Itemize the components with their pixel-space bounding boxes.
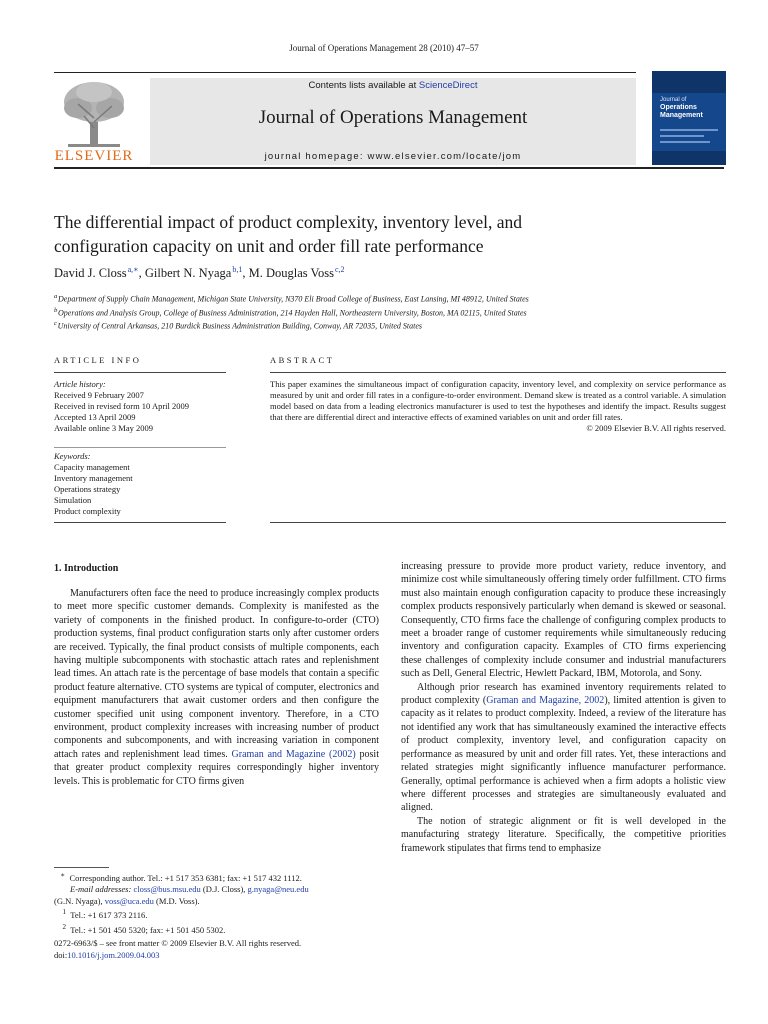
body-paragraph: [54, 587, 379, 788]
paragraph-text: posit that greater product complexity requires correspondingly higher inventory levels. This is problematic for CTO firms given: [54, 748, 379, 787]
article-title-line-2: configuration capacity on unit and order fill rate performance: [54, 236, 484, 256]
affiliation-text: University of Central Arkansas, 210 Burdick Business Administration Building, Conway, AR 72035, United States: [57, 321, 422, 331]
author-name: David J. Closs: [54, 266, 127, 281]
keyword-item: Capacity management: [54, 462, 130, 472]
keyword-item: Simulation: [54, 495, 92, 505]
citation-link[interactable]: Graman and Magazine, 2002: [486, 695, 605, 707]
author-affiliation-marker[interactable]: a,∗: [127, 265, 139, 274]
doi-link[interactable]: 10.1016/j.jom.2009.04.003: [67, 949, 160, 960]
abstract-rule: [270, 372, 726, 373]
footnote-1: $^1$ Tel.: +1 617 373 2116.: [62, 908, 148, 921]
footnote-text: Tel.: +1 501 450 5320; fax: +1 501 450 5302.: [70, 924, 226, 935]
author-affiliation-marker[interactable]: c,2: [334, 265, 345, 274]
elsevier-logo-text: ELSEVIER: [54, 148, 134, 164]
abstract-label: ABSTRACT: [270, 355, 335, 365]
keyword-item: Operations strategy: [54, 484, 121, 494]
article-title-line-1: The differential impact of product complexity, inventory level, and: [54, 212, 522, 232]
footnote-text: Tel.: +1 617 373 2116.: [70, 910, 148, 921]
affiliations: [54, 291, 529, 332]
front-matter: [54, 938, 379, 961]
affiliation-item: [54, 305, 529, 319]
article-history-heading: Article history:: [54, 379, 106, 389]
footnote-corresponding: ∗ Corresponding author. Tel.: +1 517 353 6381; fax: +1 517 432 1112.: [60, 871, 302, 883]
footnotes: [54, 870, 379, 936]
affiliation-text: Operations and Analysis Group, College of Business Administration, 214 Hayden Hall, Northeastern University, Boston, MA 02115, United States: [58, 308, 527, 318]
email-owner: (D.J. Closs),: [200, 884, 248, 895]
front-matter-line: 0272-6963/$ – see front matter © 2009 Elsevier B.V. All rights reserved.: [54, 938, 302, 948]
email-link[interactable]: voss@uca.edu: [104, 895, 154, 906]
affiliation-mark: a: [54, 293, 58, 300]
keywords: [54, 451, 226, 517]
cover-text-operations: Operations: [660, 104, 697, 111]
email-link[interactable]: g.nyaga@neu.edu: [247, 884, 309, 895]
affiliation-item: [54, 318, 529, 332]
author-name: Gilbert N. Nyaga: [144, 266, 232, 281]
masthead-bottom-rule: [54, 167, 724, 169]
affiliation-mark: c: [54, 320, 57, 328]
paragraph-text: Although prior research has examined inventory requirements related to product complexity (: [401, 681, 726, 707]
sciencedirect-link[interactable]: ScienceDirect: [418, 80, 478, 91]
body-paragraph: [401, 681, 726, 815]
cover-text-journal-of: Journal of: [660, 97, 687, 103]
keywords-heading: Keywords:: [54, 451, 91, 461]
article-info-bottom-rule: [54, 522, 226, 523]
abstract-copyright: © 2009 Elsevier B.V. All rights reserved.: [586, 423, 726, 433]
email-link[interactable]: closs@bus.msu.edu: [133, 884, 201, 895]
footnote-emails: [54, 884, 379, 896]
cover-text-management: Management: [660, 112, 703, 119]
contents-prefix: Contents lists available at: [308, 80, 419, 91]
article-history: [54, 379, 226, 434]
history-item: Received in revised form 10 April 2009: [54, 401, 190, 411]
history-item: Received 9 February 2007: [54, 390, 144, 400]
article-info-divider: [54, 447, 226, 448]
section-heading-introduction: 1. Introduction: [54, 563, 119, 574]
keyword-item: Inventory management: [54, 473, 133, 483]
email-owner: (M.D. Voss).: [153, 895, 200, 906]
author-list: David J. Closs $^{a,∗}$, Gilbert N. Nyaga $^{b,1}$, M. Douglas Voss $^{c,2}$: [54, 265, 345, 281]
email-label: E-mail addresses:: [70, 884, 132, 895]
email-owner: (G.N. Nyaga),: [54, 895, 105, 906]
abstract-body: [270, 379, 726, 434]
article-info-rule: [54, 372, 226, 373]
contents-line: [150, 80, 636, 91]
journal-cover-image: [652, 71, 726, 165]
author-name: M. Douglas Voss: [248, 266, 334, 281]
history-item: Available online 3 May 2009: [54, 423, 153, 433]
citation-link[interactable]: Graman and Magazine (2002): [231, 748, 356, 760]
affiliation-text: Department of Supply Chain Management, Michigan State University, N370 Eli Broad College of Business, East Lansing, MI 48912, United States: [58, 294, 529, 304]
footnote-rule: [54, 867, 109, 868]
abstract-bottom-rule: [270, 522, 726, 523]
body-column-left: [54, 587, 379, 788]
body-paragraph: increasing pressure to provide more product variety, reduce inventory, and minimize cost while simultaneously offering timely order fulfillment. CTO firms must also maintain enough configuration capacity to produce these increasingly complex products responsively particularly when demand is skewed or seasonal. Consequently, CTO firms face the challenge of configuring complex products to meet a broader range of customer requirements while simultaneously reducing inventory and configuration capacity. Examples of CTO firms experiencing these challenges of complexity include consumer and industrial manufacturers such as Dell, General Electric, Hewlett Packard, IBM, Motorola, and Sony.: [401, 561, 726, 680]
affiliation-item: [54, 291, 529, 305]
abstract-text: This paper examines the simultaneous impact of configuration capacity, inventory level, and complexity on service performance as measured by unit and order fill rates in a configure-to-order environment. Demand skew is treated as a control variable. A simulation model based on data from a leading electronics manufacturer is used to test the hypotheses and identify the impact. Results suggest that there are differential direct and interactive effects of examined variables on unit and order fill rates.: [270, 379, 726, 422]
history-item: Accepted 13 April 2009: [54, 412, 136, 422]
journal-title: Journal of Operations Management: [258, 107, 528, 128]
masthead-top-rule: [54, 72, 636, 73]
doi-line: [54, 950, 379, 962]
article-info-label: ARTICLE INFO: [54, 355, 142, 365]
journal-homepage[interactable]: journal homepage: www.elsevier.com/locate/jom: [264, 151, 522, 162]
journal-reference: Journal of Operations Management 28 (2010) 47–57: [289, 43, 479, 53]
doi-prefix: doi:: [54, 949, 68, 960]
affiliation-mark: b: [54, 306, 58, 314]
footnote-2: $^2$ Tel.: +1 501 450 5320; fax: +1 501 450 5302.: [62, 922, 226, 935]
paragraph-text: Manufacturers often face the need to produce increasingly complex products to meet more specific customer demands. Complexity is manifested as the variety of components in the finished product. In configure-to-order (CTO) production systems, final product configuration starts only after customer orders are received. Typically, the final product consists of multiple components, each having multiple subcomponents with stochastic attach rates and replenishment lead times. An attach rate is the percentage of base models that contain a specific product feature alternative. CTO systems are typical of computer, electronics and equipment manufacturers that await customer orders and then configure the customer specified unit using component inventory. Therefore, in a CTO environment, product complexity increases with increasing number of product components and subcomponents, and with increasing variation in component attach rates and replenishment lead times.: [54, 588, 379, 760]
paragraph-text: ), limited attention is given to capacity as it relates to product complexity. Indeed, a review of the literature has not identified any work that has simultaneously examined the interactive effects of product complexity, inventory level, and configuration capacity on performance as measured by unit and order fill rates. Yet, these interactions and related strategies might significantly influence manufacturer performance. Generally, optimal performance is achieved when a firm adopts a holistic view where different processes and strategies are simultaneously evaluated and aligned.: [401, 695, 726, 814]
body-paragraph: The notion of strategic alignment or fit is well developed in the manufacturing strategy literature. Specifically, the competitive priorities framework stipulates that firms tend to emphasize: [401, 815, 726, 854]
footnote-emails-cont: [54, 896, 379, 908]
author-affiliation-marker[interactable]: b,1: [232, 265, 243, 274]
keyword-item: Product complexity: [54, 506, 121, 516]
article-title: [54, 210, 714, 258]
body-column-right: [401, 560, 726, 855]
footnote-text: Corresponding author. Tel.: +1 517 353 6381; fax: +1 517 432 1112.: [69, 872, 302, 883]
